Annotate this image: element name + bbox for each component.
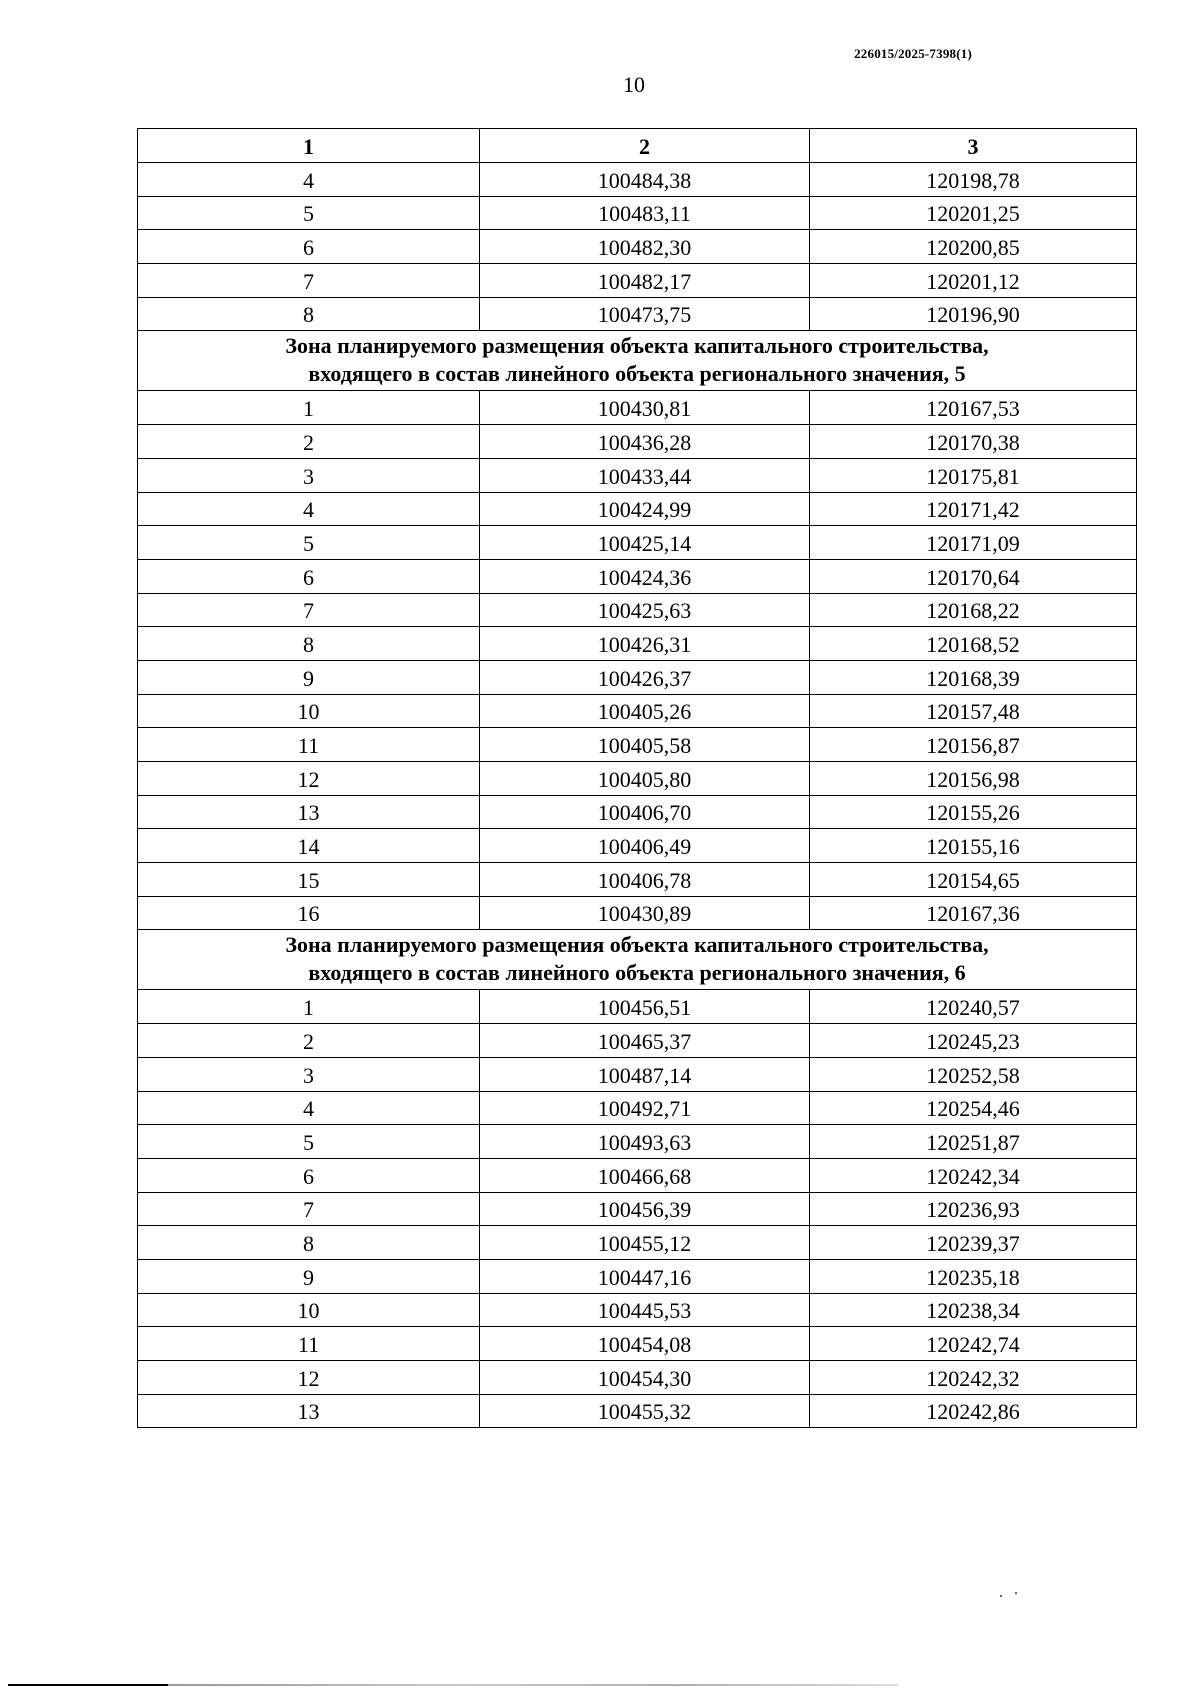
point-number-cell: 6: [138, 1158, 480, 1192]
point-number-cell: 8: [138, 1226, 480, 1260]
table-row: [138, 728, 1137, 762]
table-row: [138, 391, 1137, 425]
point-number-cell: 5: [138, 1125, 480, 1159]
x-coordinate-cell: 100456,39: [480, 1192, 810, 1226]
y-coordinate-cell: 120156,98: [810, 762, 1137, 796]
table-row: [138, 264, 1137, 298]
x-coordinate-cell: 100424,99: [480, 492, 810, 526]
table-row: [138, 795, 1137, 829]
point-number-cell: 5: [138, 526, 480, 560]
table-row: [138, 1057, 1137, 1091]
point-number-cell: 14: [138, 829, 480, 863]
x-coordinate-cell: 100456,51: [480, 990, 810, 1024]
point-number-cell: 4: [138, 163, 480, 197]
point-number-cell: 9: [138, 1259, 480, 1293]
table-row: [138, 829, 1137, 863]
x-coordinate-cell: 100405,80: [480, 762, 810, 796]
x-coordinate-cell: 100466,68: [480, 1158, 810, 1192]
point-number-cell: 8: [138, 297, 480, 331]
point-number-cell: 5: [138, 196, 480, 230]
point-number-cell: 4: [138, 1091, 480, 1125]
zone-title: [138, 930, 1137, 990]
point-number-cell: 16: [138, 896, 480, 930]
coordinates-table: [137, 128, 1137, 1428]
x-coordinate-cell: 100482,30: [480, 230, 810, 264]
y-coordinate-cell: 120242,34: [810, 1158, 1137, 1192]
y-coordinate-cell: 120171,42: [810, 492, 1137, 526]
point-number-cell: 10: [138, 694, 480, 728]
point-number-cell: 11: [138, 1327, 480, 1361]
column-header-point: 1: [138, 129, 480, 163]
coordinates-table-body: [138, 129, 1137, 1428]
table-row: [138, 694, 1137, 728]
y-coordinate-cell: 120170,64: [810, 559, 1137, 593]
column-header-x: 2: [480, 129, 810, 163]
table-row: [138, 863, 1137, 897]
y-coordinate-cell: 120240,57: [810, 990, 1137, 1024]
point-number-cell: 4: [138, 492, 480, 526]
x-coordinate-cell: 100484,38: [480, 163, 810, 197]
zone-title-line-2: входящего в состав линейного объекта регионального значения, 5: [308, 361, 966, 387]
x-coordinate-cell: 100487,14: [480, 1057, 810, 1091]
point-number-cell: 13: [138, 795, 480, 829]
x-coordinate-cell: 100433,44: [480, 458, 810, 492]
table-row: [138, 1327, 1137, 1361]
table-row: [138, 1394, 1137, 1428]
x-coordinate-cell: 100447,16: [480, 1259, 810, 1293]
point-number-cell: 2: [138, 425, 480, 459]
point-number-cell: 9: [138, 660, 480, 694]
point-number-cell: 1: [138, 391, 480, 425]
point-number-cell: 12: [138, 762, 480, 796]
table-row: [138, 762, 1137, 796]
table-row: [138, 593, 1137, 627]
table-row: [138, 163, 1137, 197]
point-number-cell: 7: [138, 593, 480, 627]
y-coordinate-cell: 120238,34: [810, 1293, 1137, 1327]
y-coordinate-cell: 120198,78: [810, 163, 1137, 197]
x-coordinate-cell: 100424,36: [480, 559, 810, 593]
table-row: [138, 1259, 1137, 1293]
y-coordinate-cell: 120235,18: [810, 1259, 1137, 1293]
page-number: 10: [623, 72, 645, 97]
scan-speck: [1000, 1595, 1002, 1597]
y-coordinate-cell: 120170,38: [810, 425, 1137, 459]
x-coordinate-cell: 100455,12: [480, 1226, 810, 1260]
column-header-y: 3: [810, 129, 1137, 163]
point-number-cell: 6: [138, 559, 480, 593]
y-coordinate-cell: 120200,85: [810, 230, 1137, 264]
zone-title-line-2: входящего в состав линейного объекта регионального значения, 6: [308, 960, 966, 986]
table-row: [138, 1361, 1137, 1395]
table-row: [138, 1226, 1137, 1260]
point-number-cell: 7: [138, 264, 480, 298]
y-coordinate-cell: 120196,90: [810, 297, 1137, 331]
table-row: [138, 297, 1137, 331]
x-coordinate-cell: 100492,71: [480, 1091, 810, 1125]
point-number-cell: 1: [138, 990, 480, 1024]
y-coordinate-cell: 120239,37: [810, 1226, 1137, 1260]
table-row: [138, 458, 1137, 492]
x-coordinate-cell: 100405,26: [480, 694, 810, 728]
x-coordinate-cell: 100406,49: [480, 829, 810, 863]
table-row: [138, 1024, 1137, 1058]
x-coordinate-cell: 100493,63: [480, 1125, 810, 1159]
y-coordinate-cell: 120156,87: [810, 728, 1137, 762]
y-coordinate-cell: 120168,39: [810, 660, 1137, 694]
table-row: [138, 990, 1137, 1024]
y-coordinate-cell: 120175,81: [810, 458, 1137, 492]
table-row: [138, 1293, 1137, 1327]
table-row: [138, 896, 1137, 930]
x-coordinate-cell: 100455,32: [480, 1394, 810, 1428]
y-coordinate-cell: 120242,86: [810, 1394, 1137, 1428]
point-number-cell: 10: [138, 1293, 480, 1327]
y-coordinate-cell: 120171,09: [810, 526, 1137, 560]
y-coordinate-cell: 120168,22: [810, 593, 1137, 627]
scan-speck: [1015, 1592, 1017, 1594]
x-coordinate-cell: 100483,11: [480, 196, 810, 230]
x-coordinate-cell: 100430,81: [480, 391, 810, 425]
x-coordinate-cell: 100426,37: [480, 660, 810, 694]
x-coordinate-cell: 100430,89: [480, 896, 810, 930]
table-row: [138, 627, 1137, 661]
x-coordinate-cell: 100425,14: [480, 526, 810, 560]
point-number-cell: 3: [138, 1057, 480, 1091]
y-coordinate-cell: 120251,87: [810, 1125, 1137, 1159]
y-coordinate-cell: 120252,58: [810, 1057, 1137, 1091]
point-number-cell: 11: [138, 728, 480, 762]
y-coordinate-cell: 120242,74: [810, 1327, 1137, 1361]
table-row: [138, 1192, 1137, 1226]
point-number-cell: 8: [138, 627, 480, 661]
x-coordinate-cell: 100473,75: [480, 297, 810, 331]
y-coordinate-cell: 120155,26: [810, 795, 1137, 829]
x-coordinate-cell: 100445,53: [480, 1293, 810, 1327]
footer-faint-text-line: [168, 1684, 898, 1686]
table-row: [138, 196, 1137, 230]
point-number-cell: 7: [138, 1192, 480, 1226]
x-coordinate-cell: 100454,08: [480, 1327, 810, 1361]
y-coordinate-cell: 120201,25: [810, 196, 1137, 230]
zone-title-line-1: Зона планируемого размещения объекта капитального строительства,: [285, 333, 989, 359]
point-number-cell: 3: [138, 458, 480, 492]
y-coordinate-cell: 120254,46: [810, 1091, 1137, 1125]
y-coordinate-cell: 120155,16: [810, 829, 1137, 863]
x-coordinate-cell: 100454,30: [480, 1361, 810, 1395]
x-coordinate-cell: 100406,70: [480, 795, 810, 829]
zone-5-heading-row: [138, 331, 1137, 391]
table-row: [138, 492, 1137, 526]
y-coordinate-cell: 120168,52: [810, 627, 1137, 661]
x-coordinate-cell: 100405,58: [480, 728, 810, 762]
zone-title: [138, 331, 1137, 391]
point-number-cell: 15: [138, 863, 480, 897]
y-coordinate-cell: 120201,12: [810, 264, 1137, 298]
table-row: [138, 1158, 1137, 1192]
x-coordinate-cell: 100482,17: [480, 264, 810, 298]
table-header-row: [138, 129, 1137, 163]
table-row: [138, 1125, 1137, 1159]
table-row: [138, 425, 1137, 459]
x-coordinate-cell: 100425,63: [480, 593, 810, 627]
point-number-cell: 12: [138, 1361, 480, 1395]
y-coordinate-cell: 120236,93: [810, 1192, 1137, 1226]
footer-rule: [8, 1684, 168, 1686]
table-row: [138, 559, 1137, 593]
document-registration-number: 226015/2025-7398(1): [854, 46, 972, 61]
zone-title-line-1: Зона планируемого размещения объекта капитального строительства,: [285, 932, 989, 958]
y-coordinate-cell: 120157,48: [810, 694, 1137, 728]
y-coordinate-cell: 120242,32: [810, 1361, 1137, 1395]
table-row: [138, 230, 1137, 264]
x-coordinate-cell: 100465,37: [480, 1024, 810, 1058]
x-coordinate-cell: 100406,78: [480, 863, 810, 897]
y-coordinate-cell: 120167,36: [810, 896, 1137, 930]
y-coordinate-cell: 120245,23: [810, 1024, 1137, 1058]
y-coordinate-cell: 120167,53: [810, 391, 1137, 425]
y-coordinate-cell: 120154,65: [810, 863, 1137, 897]
table-row: [138, 660, 1137, 694]
point-number-cell: 13: [138, 1394, 480, 1428]
x-coordinate-cell: 100426,31: [480, 627, 810, 661]
point-number-cell: 6: [138, 230, 480, 264]
x-coordinate-cell: 100436,28: [480, 425, 810, 459]
table-row: [138, 526, 1137, 560]
point-number-cell: 2: [138, 1024, 480, 1058]
zone-6-heading-row: [138, 930, 1137, 990]
table-row: [138, 1091, 1137, 1125]
